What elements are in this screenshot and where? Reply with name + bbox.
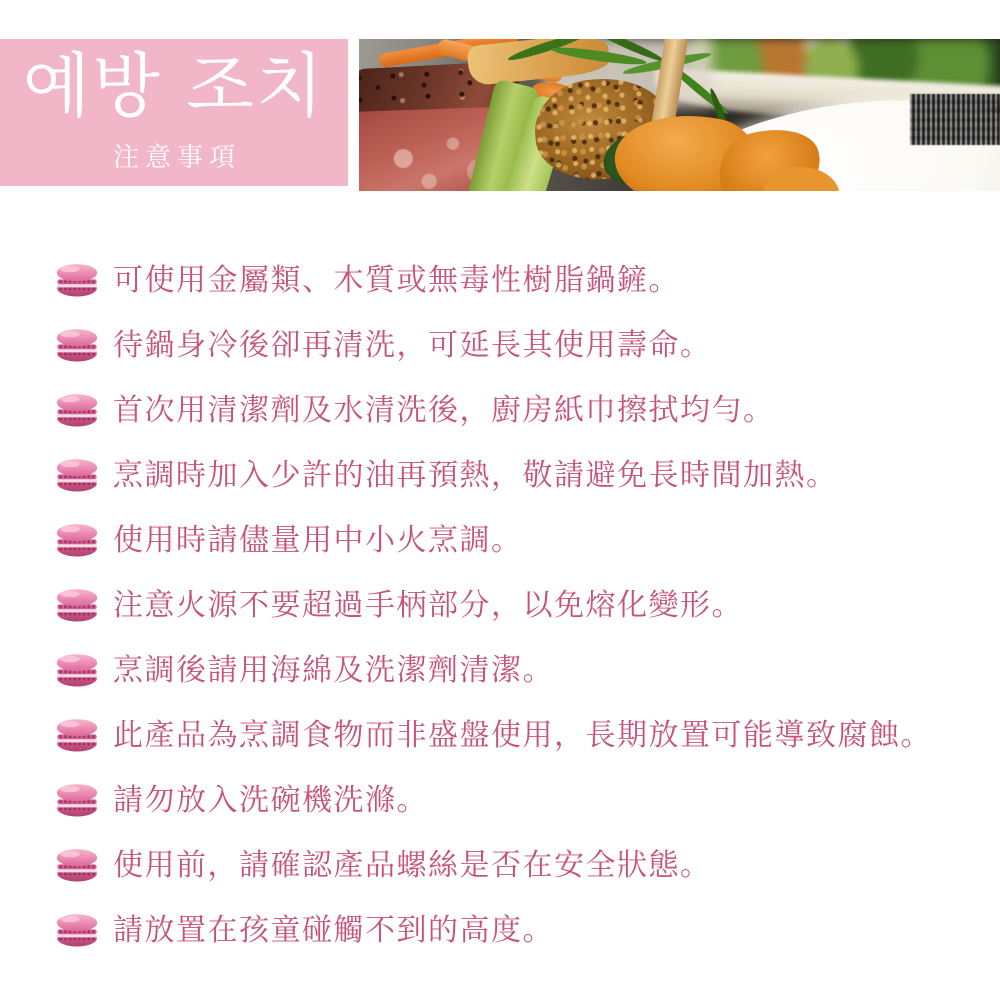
list-item bbox=[55, 443, 975, 508]
macaron-icon bbox=[55, 784, 99, 817]
precaution-text: 請勿放入洗碗機洗滌。 bbox=[113, 783, 428, 817]
precaution-text: 可使用金屬類、木質或無毒性樹脂鍋鏟。 bbox=[113, 263, 680, 297]
precaution-text: 使用前，請確認產品螺絲是否在安全狀態。 bbox=[113, 848, 712, 882]
precautions-list bbox=[55, 248, 975, 963]
macaron-icon bbox=[55, 459, 99, 492]
macaron-icon bbox=[55, 719, 99, 752]
precaution-text: 此產品為烹調食物而非盛盤使用，長期放置可能導致腐蝕。 bbox=[113, 718, 932, 752]
macaron-icon bbox=[55, 264, 99, 297]
macaron-icon bbox=[55, 914, 99, 947]
precaution-text: 使用時請儘量用中小火烹調。 bbox=[113, 523, 523, 557]
list-item bbox=[55, 508, 975, 573]
macaron-icon bbox=[55, 589, 99, 622]
list-item bbox=[55, 313, 975, 378]
page-title: 예방 조치 bbox=[22, 45, 326, 127]
list-item bbox=[55, 833, 975, 898]
list-item bbox=[55, 703, 975, 768]
precaution-text: 烹調後請用海綿及洗潔劑清潔。 bbox=[113, 653, 554, 687]
page-subtitle: 注意事項 bbox=[112, 142, 241, 172]
list-item bbox=[55, 573, 975, 638]
precaution-text: 請放置在孩童碰觸不到的高度。 bbox=[113, 913, 554, 947]
list-item bbox=[55, 248, 975, 313]
precaution-text: 首次用清潔劑及水清洗後，廚房紙巾擦拭均勻。 bbox=[113, 393, 775, 427]
macaron-icon bbox=[55, 394, 99, 427]
list-item bbox=[55, 768, 975, 833]
list-item bbox=[55, 898, 975, 963]
woven-placemat-corner bbox=[910, 94, 1000, 146]
precaution-text: 注意火源不要超過手柄部分，以免熔化變形。 bbox=[113, 588, 743, 622]
macaron-icon bbox=[55, 524, 99, 557]
food-photo bbox=[359, 39, 1000, 191]
macaron-icon bbox=[55, 654, 99, 687]
precaution-text: 待鍋身冷後卻再清洗，可延長其使用壽命。 bbox=[113, 328, 712, 362]
title-box bbox=[0, 39, 348, 186]
precaution-text: 烹調時加入少許的油再預熱，敬請避免長時間加熱。 bbox=[113, 458, 838, 492]
list-item bbox=[55, 638, 975, 703]
list-item bbox=[55, 378, 975, 443]
macaron-icon bbox=[55, 329, 99, 362]
macaron-icon bbox=[55, 849, 99, 882]
